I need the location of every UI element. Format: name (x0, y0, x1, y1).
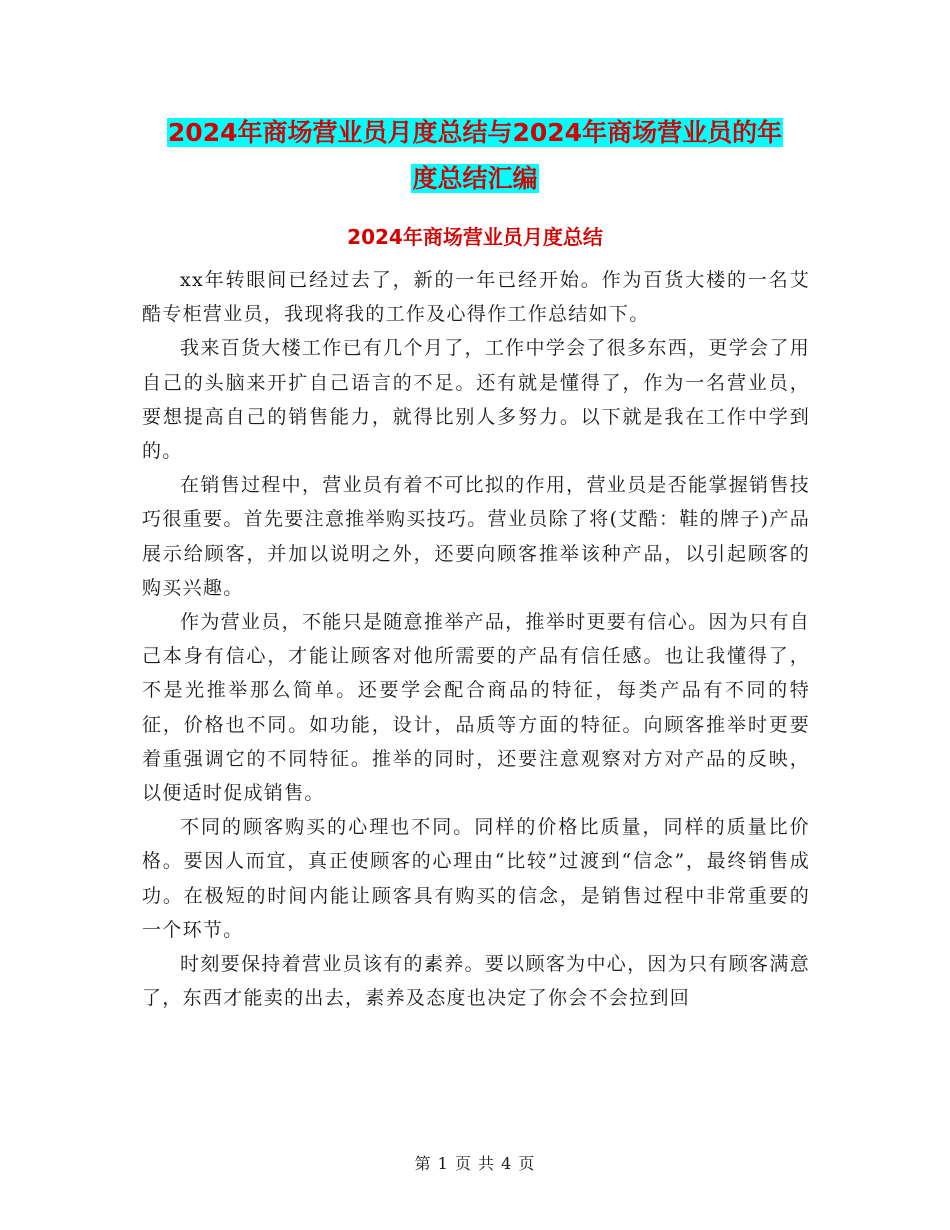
paragraph-3: 在销售过程中，营业员有着不可比拟的作用，营业员是否能掌握销售技巧很重要。首先要注意推举购买技巧。营业员除了将(艾酷：鞋的牌子)产品展示给顾客，并加以说明之外，还要向顾客推举该种产品，以引起顾客的购买兴趣。 (142, 474, 810, 599)
footer-total-pages: 4 (501, 1154, 513, 1173)
paragraph-1: xx年转眼间已经过去了，新的一年已经开始。作为百货大楼的一名艾酷专柜营业员，我现将我的工作及心得作工作总结如下。 (142, 269, 810, 326)
footer-label-page: 第 (414, 1154, 432, 1173)
section-title: 2024年商场营业员月度总结 (347, 225, 603, 249)
paragraph-2: 我来百货大楼工作已有几个月了，工作中学会了很多东西，更学会了用自己的头脑来开扩自己语言的不足。还有就是懂得了，作为一名营业员，要想提高自己的销售能力，就得比别人多努力。以下就是我在工作中学到的。 (142, 337, 810, 463)
title-line-2: 度总结汇编 (412, 164, 538, 193)
paragraph-6: 时刻要保持着营业员该有的素养。要以顾客为中心，因为只有顾客满意了，东西才能卖的出去，素养及态度也决定了你会不会拉到回 (142, 953, 810, 1010)
footer-label-end: 页 (518, 1154, 536, 1173)
footer-label-of: 页 共 (454, 1154, 496, 1173)
document-title (120, 110, 830, 202)
body-text (142, 263, 810, 1015)
title-line-1: 2024年商场营业员月度总结与2024年商场营业员的年 (167, 118, 783, 147)
page-footer (0, 1153, 950, 1175)
footer-current-page: 1 (437, 1154, 449, 1173)
paragraph-5: 不同的顾客购买的心理也不同。同样的价格比质量，同样的质量比价格。要因人而宜，真正使顾客的心理由“比较”过渡到“信念”，最终销售成功。在极短的时间内能让顾客具有购买的信念，是销售过程中非常重要的一个环节。 (142, 816, 810, 941)
paragraph-4: 作为营业员，不能只是随意推举产品，推举时更要有信心。因为只有自己本身有信心，才能让顾客对他所需要的产品有信任感。也让我懂得了，不是光推举那么简单。还要学会配合商品的特征，每类产品有不同的特征，价格也不同。如功能，设计，品质等方面的特征。向顾客推举时更要着重强调它的不同特征。推举的同时，还要注意观察对方对产品的反映，以便适时促成销售。 (142, 611, 810, 805)
